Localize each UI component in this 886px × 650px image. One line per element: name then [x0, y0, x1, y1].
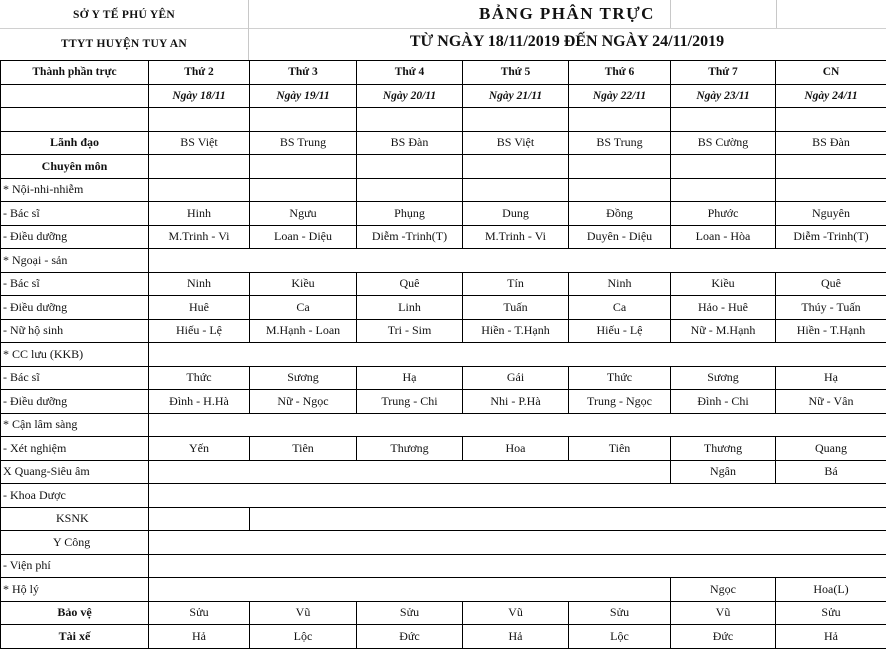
duty-cell: Phước [671, 202, 776, 226]
row-label: * Cận lâm sàng [1, 413, 149, 437]
roster-row-tai-xe [1, 625, 886, 649]
duty-cell: Ngưu [250, 202, 357, 226]
duty-cell: Loan - Hòa [671, 225, 776, 249]
row-label: - Điều dưỡng [1, 225, 149, 249]
duty-cell: Duyên - Diệu [569, 225, 671, 249]
roster-row-nnn-dieu-duong [1, 225, 886, 249]
row-label: * Hộ lý [1, 578, 149, 602]
empty-cell [357, 178, 463, 202]
header-column-divider [248, 0, 249, 60]
corner-label: Thành phần trực [1, 61, 149, 85]
department-name: SỞ Y TẾ PHÚ YÊN [72, 9, 176, 21]
roster-row-cc-bac-si [1, 366, 886, 390]
duty-cell: Thương [357, 437, 463, 461]
duty-cell: Đình - H.Hà [149, 390, 250, 414]
duty-cell: Sửu [776, 601, 886, 625]
empty-cell [776, 178, 886, 202]
empty-cell [149, 178, 250, 202]
merged-empty-cell [149, 413, 886, 437]
roster-row-ns-dieu-duong [1, 296, 886, 320]
duty-cell: Sương [250, 366, 357, 390]
row-label: - Bác sĩ [1, 366, 149, 390]
day-header-row [1, 61, 886, 85]
row-label: Tài xế [1, 625, 149, 649]
spacer-row [1, 108, 886, 132]
duty-cell: Thức [569, 366, 671, 390]
empty-cell [776, 108, 886, 132]
duty-cell: Hả [149, 625, 250, 649]
duty-cell: BS Trung [569, 131, 671, 155]
duty-cell: BS Đàn [776, 131, 886, 155]
page-title: BẢNG PHÂN TRỰC [479, 4, 655, 23]
duty-cell: Vũ [671, 601, 776, 625]
duty-cell: Kiều [250, 272, 357, 296]
roster-row-vien-phi [1, 554, 886, 578]
duty-cell: Ngọc [671, 578, 776, 602]
empty-cell [149, 108, 250, 132]
duty-cell: Quê [357, 272, 463, 296]
center-name: TTYT HUYỆN TUY AN [61, 38, 187, 50]
row-label: - Khoa Dược [1, 484, 149, 508]
row-label: - Điều dưỡng [1, 390, 149, 414]
duty-cell: Diễm -Trinh(T) [357, 225, 463, 249]
duty-cell: BS Việt [149, 131, 250, 155]
date-header: Ngày 19/11 [250, 84, 357, 108]
empty-cell [671, 108, 776, 132]
duty-cell: BS Trung [250, 131, 357, 155]
date-header: Ngày 21/11 [463, 84, 569, 108]
empty-cell [250, 108, 357, 132]
row-label: - Viện phí [1, 554, 149, 578]
date-header: Ngày 24/11 [776, 84, 886, 108]
duty-cell: Lộc [250, 625, 357, 649]
empty-cell [357, 108, 463, 132]
duty-cell: Trung - Chi [357, 390, 463, 414]
empty-cell [357, 155, 463, 179]
duty-cell: Thúy - Tuấn [776, 296, 886, 320]
row-label: - Xét nghiệm [1, 437, 149, 461]
empty-cell [671, 178, 776, 202]
merged-empty-cell [149, 343, 886, 367]
row-label: X Quang-Siêu âm [1, 460, 149, 484]
duty-cell: Kiều [671, 272, 776, 296]
empty-cell [569, 155, 671, 179]
duty-cell: M.Hạnh - Loan [250, 319, 357, 343]
duty-cell: Tri - Sim [357, 319, 463, 343]
duty-cell: BS Cường [671, 131, 776, 155]
duty-cell: Ca [569, 296, 671, 320]
roster-row-xquang [1, 460, 886, 484]
duty-cell: Nữ - M.Hạnh [671, 319, 776, 343]
roster-row-bao-ve [1, 601, 886, 625]
duty-cell: Ninh [569, 272, 671, 296]
row-label: * CC lưu (KKB) [1, 343, 149, 367]
duty-cell: Vũ [250, 601, 357, 625]
date-range-title: TỪ NGÀY 18/11/2019 ĐẾN NGÀY 24/11/2019 [409, 33, 725, 50]
duty-cell: M.Trinh - Vi [463, 225, 569, 249]
duty-cell: Hạ [776, 366, 886, 390]
empty-cell [463, 155, 569, 179]
roster-row-lanh-dao [1, 131, 886, 155]
merged-empty-cell [250, 507, 886, 531]
date-header-row [1, 84, 886, 108]
day-header: Thứ 3 [250, 61, 357, 85]
row-label: * Ngoại - sản [1, 249, 149, 273]
merged-empty-cell [149, 554, 886, 578]
duty-cell: Hiền - T.Hạnh [463, 319, 569, 343]
duty-cell: BS Việt [463, 131, 569, 155]
duty-cell: Loan - Diệu [250, 225, 357, 249]
header-divider [0, 28, 886, 29]
roster-row-ngoai-san [1, 249, 886, 273]
day-header: Thứ 2 [149, 61, 250, 85]
row-label: Lãnh đạo [1, 131, 149, 155]
duty-cell: Hả [463, 625, 569, 649]
row-label: Chuyên môn [1, 155, 149, 179]
row-label: Bảo vệ [1, 601, 149, 625]
duty-cell: Đồng [569, 202, 671, 226]
row-label: * Nội-nhi-nhiễm [1, 178, 149, 202]
roster-row-nnn-bac-si [1, 202, 886, 226]
empty-cell [463, 108, 569, 132]
roster-row-y-cong [1, 531, 886, 555]
merged-empty-cell [149, 578, 671, 602]
duty-cell: Yến [149, 437, 250, 461]
merged-empty-cell [149, 484, 886, 508]
duty-cell: Dung [463, 202, 569, 226]
empty-cell [569, 178, 671, 202]
duty-cell: Sửu [569, 601, 671, 625]
duty-cell: Ngân [671, 460, 776, 484]
duty-cell: Vũ [463, 601, 569, 625]
duty-cell: Đình - Chi [671, 390, 776, 414]
roster-row-ksnk [1, 507, 886, 531]
header-column-divider [670, 0, 671, 28]
row-label: - Điều dưỡng [1, 296, 149, 320]
row-label: - Nữ hộ sinh [1, 319, 149, 343]
date-row-label [1, 84, 149, 108]
duty-cell: Hả [776, 625, 886, 649]
roster-row-ns-bac-si [1, 272, 886, 296]
roster-row-ns-nu-ho-sinh [1, 319, 886, 343]
duty-cell: Gái [463, 366, 569, 390]
empty-cell [776, 155, 886, 179]
duty-cell: Bá [776, 460, 886, 484]
empty-cell [569, 108, 671, 132]
empty-cell [463, 178, 569, 202]
duty-cell: Sửu [149, 601, 250, 625]
duty-cell: Tín [463, 272, 569, 296]
row-label: - Bác sĩ [1, 272, 149, 296]
merged-empty-cell [149, 249, 886, 273]
duty-cell: Hảo - Huê [671, 296, 776, 320]
roster-row-chuyen-mon [1, 155, 886, 179]
date-header: Ngày 20/11 [357, 84, 463, 108]
duty-cell: Hoa(L) [776, 578, 886, 602]
duty-cell: Huê [149, 296, 250, 320]
roster-row-khoa-duoc [1, 484, 886, 508]
day-header: Thứ 5 [463, 61, 569, 85]
duty-cell: Hiền - T.Hạnh [776, 319, 886, 343]
row-label: KSNK [1, 507, 149, 531]
duty-cell: Nữ - Ngọc [250, 390, 357, 414]
duty-cell: Phụng [357, 202, 463, 226]
day-header: CN [776, 61, 886, 85]
duty-cell: Hoa [463, 437, 569, 461]
roster-header [0, 0, 886, 60]
roster-row-ho-ly [1, 578, 886, 602]
duty-cell: Quê [776, 272, 886, 296]
day-header: Thứ 4 [357, 61, 463, 85]
duty-cell: M.Trinh - Vi [149, 225, 250, 249]
duty-cell: Tuấn [463, 296, 569, 320]
duty-cell: Thương [671, 437, 776, 461]
merged-empty-cell [149, 531, 886, 555]
header-column-divider [776, 0, 777, 28]
duty-cell: Hạ [357, 366, 463, 390]
duty-cell: Nhi - P.Hà [463, 390, 569, 414]
duty-cell: Đức [357, 625, 463, 649]
roster-row-noi-nhi-nhiem [1, 178, 886, 202]
duty-cell: Nguyên [776, 202, 886, 226]
duty-cell: Lộc [569, 625, 671, 649]
empty-cell [250, 178, 357, 202]
duty-cell: Hiếu - Lệ [149, 319, 250, 343]
duty-cell: Nữ - Vân [776, 390, 886, 414]
duty-cell: Tiên [569, 437, 671, 461]
duty-cell: Hinh [149, 202, 250, 226]
roster-row-cc-dieu-duong [1, 390, 886, 414]
date-header: Ngày 22/11 [569, 84, 671, 108]
row-label: Y Công [1, 531, 149, 555]
roster-row-can-lam-sang [1, 413, 886, 437]
roster-row-cc-luu [1, 343, 886, 367]
duty-cell: Trung - Ngọc [569, 390, 671, 414]
duty-cell: Quang [776, 437, 886, 461]
merged-empty-cell [149, 460, 671, 484]
duty-cell: Ninh [149, 272, 250, 296]
roster-row-xet-nghiem [1, 437, 886, 461]
empty-cell [149, 507, 250, 531]
empty-cell [250, 155, 357, 179]
duty-cell: Sửu [357, 601, 463, 625]
empty-cell [671, 155, 776, 179]
duty-cell: BS Đàn [357, 131, 463, 155]
duty-cell: Tiên [250, 437, 357, 461]
duty-cell: Linh [357, 296, 463, 320]
date-header: Ngày 23/11 [671, 84, 776, 108]
duty-cell: Thức [149, 366, 250, 390]
duty-cell: Đức [671, 625, 776, 649]
duty-cell: Ca [250, 296, 357, 320]
duty-cell: Sương [671, 366, 776, 390]
empty-cell [1, 108, 149, 132]
day-header: Thứ 7 [671, 61, 776, 85]
row-label: - Bác sĩ [1, 202, 149, 226]
duty-cell: Diễm -Trinh(T) [776, 225, 886, 249]
date-header: Ngày 18/11 [149, 84, 250, 108]
roster-table [0, 60, 886, 649]
day-header: Thứ 6 [569, 61, 671, 85]
empty-cell [149, 155, 250, 179]
duty-cell: Hiếu - Lệ [569, 319, 671, 343]
